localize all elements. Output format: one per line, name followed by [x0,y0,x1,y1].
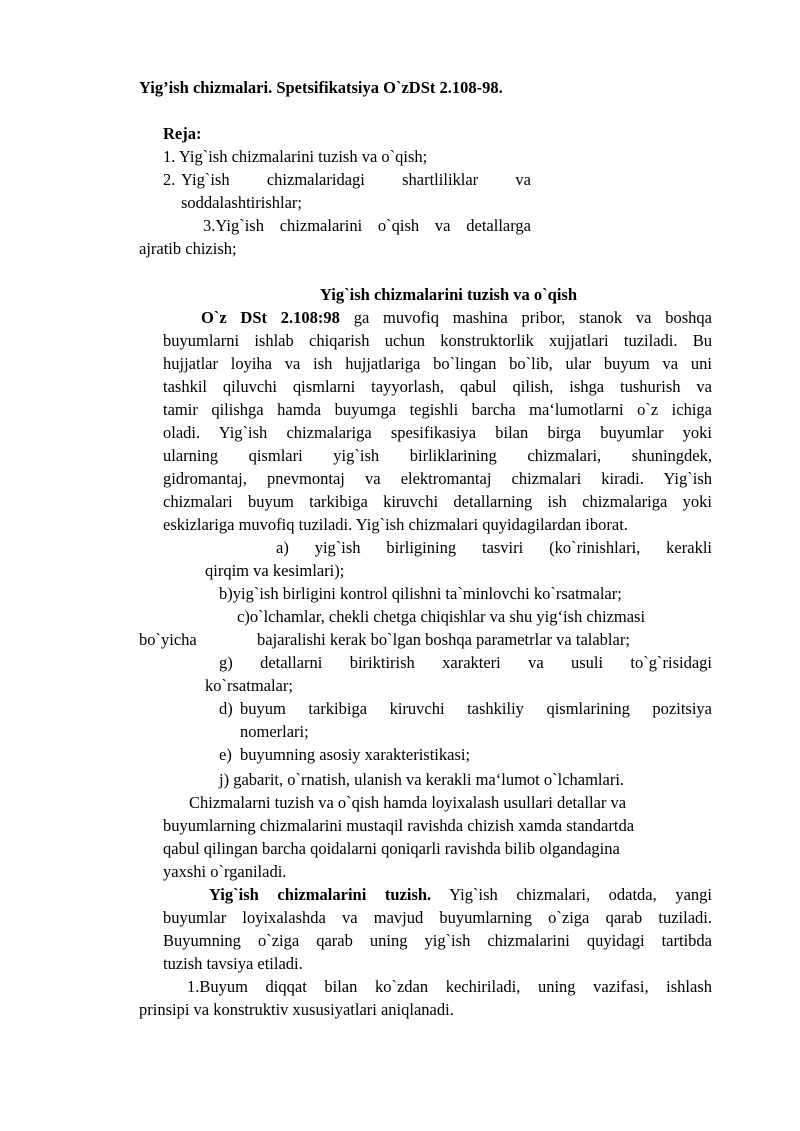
paragraph-1-line-5: tamir qilishga hamda buyumga tegishli barcha ma‘lumotlarni o`z ichiga [163,400,712,419]
paragraph-1-line-6: oladi. Yig`ish chizmalariga spesifikasiya bilan birga buyumlar yoki [163,423,712,442]
plan-item-2-line-2: soddalashtirishlar; [181,193,302,212]
plan-item-1: 1. Yig`ish chizmalarini tuzish va o`qish; [163,147,428,166]
list-item-d-number: d) [219,699,233,718]
list-item-d-line-2: nomerlari; [240,722,309,741]
paragraph-3-line-3: Buyumning o`ziga qarab uning yig`ish chizmalarini quyidagi tartibda [163,931,712,950]
list-item-c-prefix: bo`yicha [139,630,197,649]
list-item-e-text: buyumning asosiy xarakteristikasi; [240,745,471,764]
paragraph-2-line-2: buyumlarning chizmalarini mustaqil ravishda chizish xamda standartda [163,816,635,835]
paragraph-3-line-2: buyumlar loyixalashda va mavjud buyumlarning o`ziga qarab tuziladi. [163,908,712,927]
paragraph-1-line-3: hujjatlar loyiha va ish hujjatlariga bo`lingan bo`lib, ular buyum va uni [163,354,712,373]
plan-item-3-line-2: ajratib chizish; [139,239,237,258]
paragraph-1-line-4: tashkil qiluvchi qismlarni tayyorlash, qabul qilish, ishga tushurish va [163,377,712,396]
paragraph-1-line-10: eskizlariga muvofiq tuziladi. Yig`ish chizmalari quyidagilardan iborat. [163,515,628,534]
paragraph-4-line-1: 1.Buyum diqqat bilan ko`zdan kechiriladi, uning vazifasi, ishlash [187,977,712,996]
paragraph-3-line-1-text: Yig`ish chizmalari, odatda, yangi [449,885,712,904]
list-item-c-line-1: c)o`lchamlar, chekli chetga chiqishlar va shu yig‘ish chizmasi [237,607,646,626]
paragraph-3-line-4: tuzish tavsiya etiladi. [163,954,303,973]
paragraph-2-line-1: Chizmalarni tuzish va o`qish hamda loyixalash usullari detallar va [189,793,627,812]
paragraph-1-line-1 [201,306,712,329]
paragraph-2-line-4: yaxshi o`rganiladi. [163,862,287,881]
paragraph-4-line-2: prinsipi va konstruktiv xususiyatlari aniqlanadi. [139,1000,454,1019]
paragraph-1-line-8: gidromantaj, pnevmontaj va elektromantaj chizmalari kiradi. Yig`ish [163,469,712,488]
paragraph-1-line-9: chizmalari buyum tarkibiga kiruvchi detallarning ish chizmalariga yoki [163,492,712,511]
list-item-g-line-2: ko`rsatmalar; [205,676,293,695]
list-item-c-line-2: bajaralishi kerak bo`lgan boshqa parametrlar va talablar; [257,630,630,649]
list-item-a-line-2: qirqim va kesimlari); [205,561,345,580]
plan-item-3-line-1: 3.Yig`ish chizmalarini o`qish va detallarga [203,216,531,235]
list-item-j: j) gabarit, o`rnatish, ulanish va kerakli ma‘lumot o`lchamlari. [219,770,625,789]
paragraph-1-line-2: buyumlarni ishlab chiqarish uchun konstruktorlik xujjatlari tuziladi. Bu [163,331,712,350]
plan-item-2-line-1: Yig`ish chizmalaridagi shartliliklar va [181,170,531,189]
list-item-b: b)yig`ish birligini kontrol qilishni ta`minlovchi ko`rsatmalar; [219,584,622,603]
list-item-e-number: e) [219,745,232,764]
list-item-a-line-1: a) yig`ish birligining tasviri (ko`rinishlari, kerakli [276,538,712,557]
plan-heading: Reja: [163,124,202,143]
paragraph-3-line-1 [209,883,712,906]
standard-reference: O`z DSt 2.108:98 [201,308,340,327]
subsection-heading: Yig`ish chizmalarini tuzish. [209,885,432,904]
paragraph-2-line-3: qabul qilingan barcha qoidalarni qoniqarli ravishda bilib olgandagina [163,839,620,858]
list-item-d-line-1: buyum tarkibiga kiruvchi tashkiliy qismlarining pozitsiya [240,699,712,718]
document-title: Yig’ish chizmalari. Spetsifikatsiya O`zDSt 2.108-98. [139,78,503,97]
paragraph-1-line-7: ularning qismlari yig`ish birliklarining chizmalari, shuningdek, [163,446,712,465]
plan-item-2-number: 2. [163,170,176,189]
list-item-g-line-1: g) detallarni biriktirish xarakteri va usuli to`g`risidagi [219,653,712,672]
paragraph-1-line-1-text: ga muvofiq mashina pribor, stanok va boshqa [353,308,713,327]
section-heading: Yig`ish chizmalarini tuzish va o`qish [320,285,577,304]
